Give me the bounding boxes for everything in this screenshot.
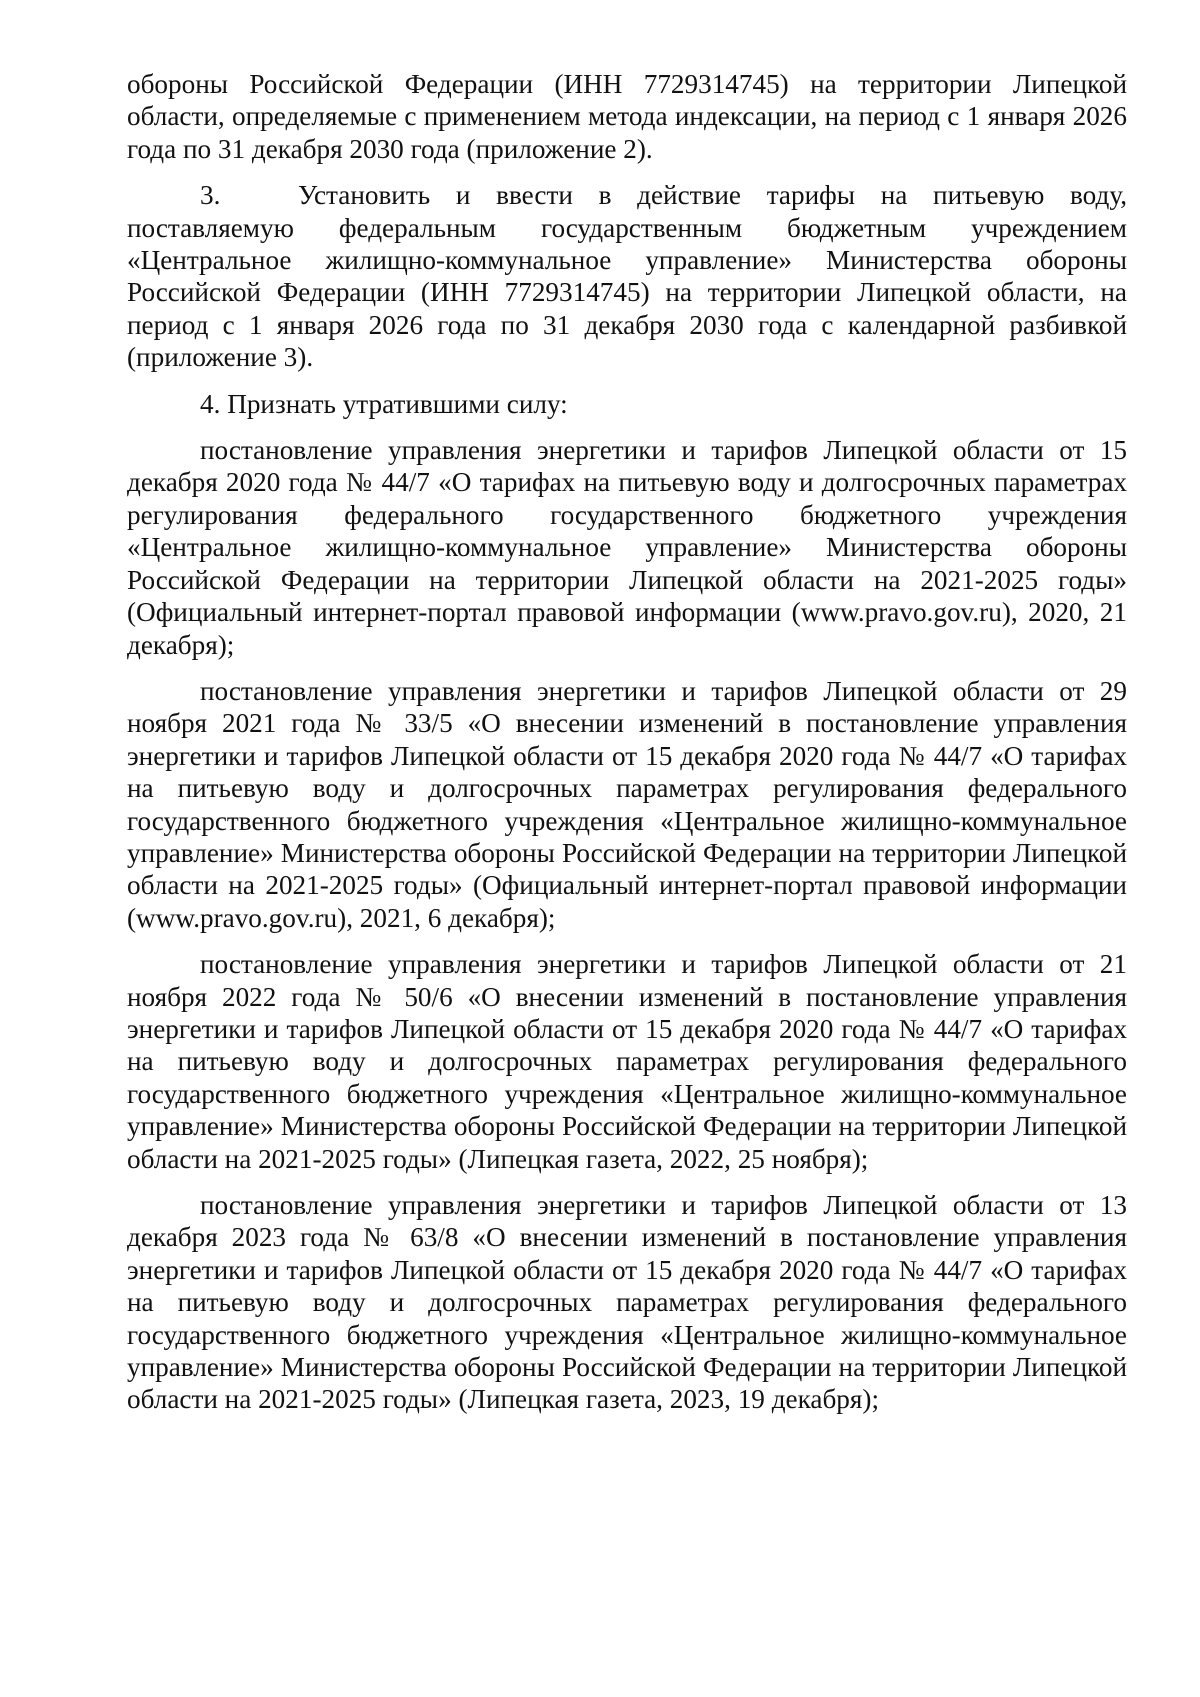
paragraph-item-3 xyxy=(127,179,1127,373)
paragraph-item-4: 4. Признать утратившими силу: xyxy=(200,388,568,419)
paragraph-revoked-resolution-4: постановление управления энергетики и тарифов Липецкой области от 13 декабря 2023 года № 63/8 «О внесении изменений в постановление управления энергетики и тарифов Липецкой области от 15 декабря 2020 года № 44/7 «О тарифах на питьевую воду и долгосрочных параметрах регулирования федерального государственного бюджетного учреждения «Центральное жилищно-коммунальное управление» Министерства обороны Российской Федерации на территории Липецкой области на 2021-2025 годы» (Липецкая газета, 2023, 19 декабря); xyxy=(127,1190,1127,1415)
paragraph-revoked-resolution-3: постановление управления энергетики и тарифов Липецкой области от 21 ноября 2022 года № 50/6 «О внесении изменений в постановление управления энергетики и тарифов Липецкой области от 15 декабря 2020 года № 44/7 «О тарифах на питьевую воду и долгосрочных параметрах регулирования федерального государственного бюджетного учреждения «Центральное жилищно-коммунальное управление» Министерства обороны Российской Федерации на территории Липецкой области на 2021-2025 годы» (Липецкая газета, 2022, 25 ноября); xyxy=(127,949,1127,1174)
paragraph-revoked-resolution-1: постановление управления энергетики и тарифов Липецкой области от 15 декабря 2020 года № 44/7 «О тарифах на питьевую воду и долгосрочных параметрах регулирования федерального государственного бюджетного учреждения «Центральное жилищно-коммунальное управление» Министерства обороны Российской Федерации на территории Липецкой области на 2021-2025 годы» (Официальный интернет-портал правовой информации (www.pravo.gov.ru), 2020, 21 декабря); xyxy=(127,435,1127,660)
document-page xyxy=(127,68,1127,1430)
item-number: 3. xyxy=(200,180,221,211)
item-3-text: Установить и ввести в действие тарифы на питьевую воду, поставляемую федеральным государственным бюджетным учреждением «Центральное жилищно-коммунальное управление» Министерства обороны Российской Федерации (ИНН 7729314745) на территории Липецкой области, на период с 1 января 2026 года по 31 декабря 2030 года с календарной разбивкой (приложение 3). xyxy=(127,180,1127,373)
paragraph-revoked-resolution-2: постановление управления энергетики и тарифов Липецкой области от 29 ноября 2021 года № 33/5 «О внесении изменений в постановление управления энергетики и тарифов Липецкой области от 15 декабря 2020 года № 44/7 «О тарифах на питьевую воду и долгосрочных параметрах регулирования федерального государственного бюджетного учреждения «Центральное жилищно-коммунальное управление» Министерства обороны Российской Федерации на территории Липецкой области на 2021-2025 годы» (Официальный интернет-портал правовой информации (www.pravo.gov.ru), 2021, 6 декабря); xyxy=(127,675,1127,933)
paragraph-continuation: обороны Российской Федерации (ИНН 7729314745) на территории Липецкой области, определяемые с применением метода индексации, на период с 1 января 2026 года по 31 декабря 2030 года (приложение 2). xyxy=(127,69,1127,164)
